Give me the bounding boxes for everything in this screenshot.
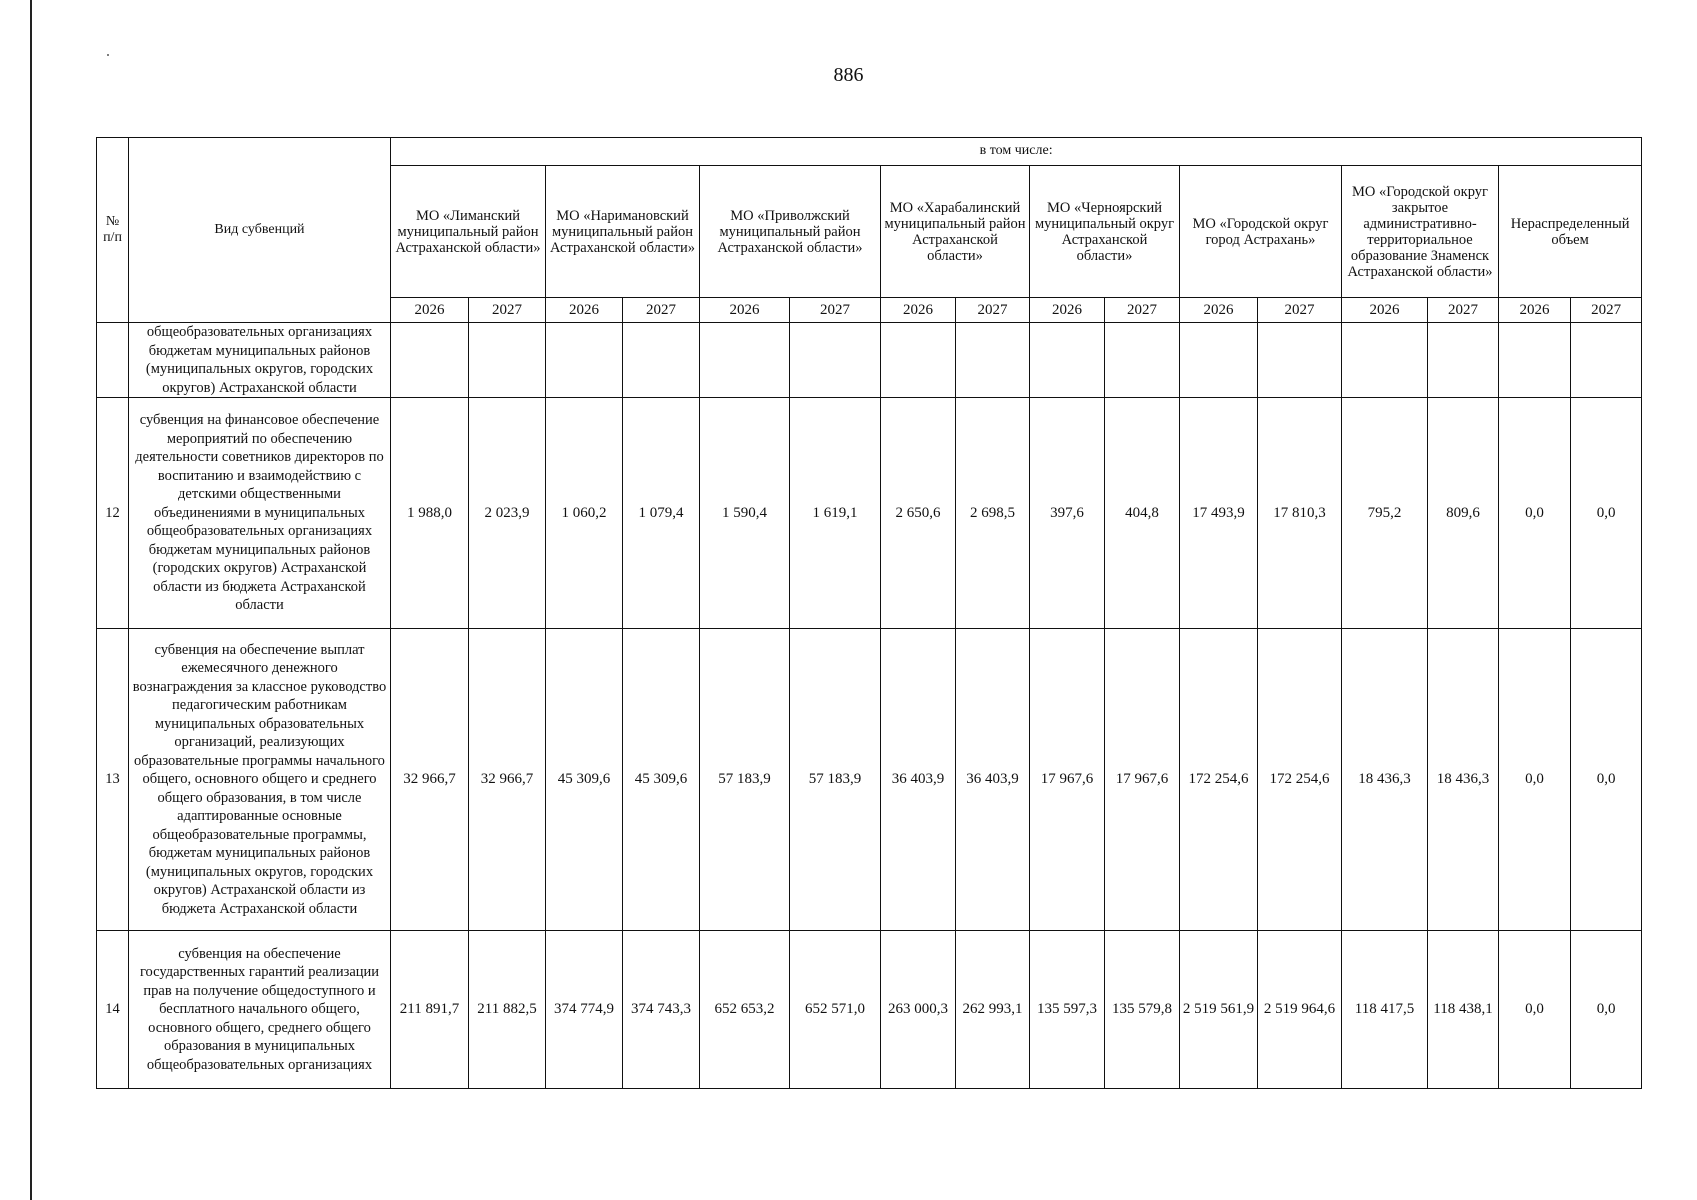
value-cell: [881, 323, 956, 398]
header-mo-limansky: МО «Лиманский муниципальный район Астраханской области»: [391, 166, 546, 298]
value-cell: 1 060,2: [546, 398, 623, 629]
scan-speck: [107, 54, 109, 56]
header-year: 2026: [881, 298, 956, 323]
header-mo-znamensk: МО «Городской округ закрытое административно-территориальное образование Знаменск Астраханской области»: [1342, 166, 1499, 298]
left-margin-rule: [30, 0, 32, 1200]
subvention-table: [96, 137, 1642, 1089]
header-year: 2026: [700, 298, 790, 323]
value-cell: [469, 323, 546, 398]
value-cell: [1342, 323, 1428, 398]
header-mo-narimanovsky: МО «Наримановский муниципальный район Астраханской области»: [546, 166, 700, 298]
value-cell: 17 967,6: [1105, 629, 1180, 931]
value-cell: 36 403,9: [956, 629, 1030, 931]
value-cell: 32 966,7: [469, 629, 546, 931]
value-cell: 57 183,9: [700, 629, 790, 931]
header-subvention-type: Вид субвенций: [129, 138, 391, 323]
value-cell: 652 571,0: [790, 931, 881, 1089]
row-number: [97, 323, 129, 398]
value-cell: 32 966,7: [391, 629, 469, 931]
header-year: 2027: [1258, 298, 1342, 323]
value-cell: [1571, 323, 1642, 398]
value-cell: [546, 323, 623, 398]
value-cell: 374 743,3: [623, 931, 700, 1089]
value-cell: [1499, 323, 1571, 398]
table-body: [97, 323, 1642, 1089]
value-cell: 1 590,4: [700, 398, 790, 629]
header-num: № п/п: [97, 138, 129, 323]
value-cell: 118 438,1: [1428, 931, 1499, 1089]
value-cell: 2 519 964,6: [1258, 931, 1342, 1089]
value-cell: 1 079,4: [623, 398, 700, 629]
table-row: [97, 629, 1642, 931]
value-cell: 1 988,0: [391, 398, 469, 629]
value-cell: 0,0: [1571, 398, 1642, 629]
value-cell: [1258, 323, 1342, 398]
value-cell: [623, 323, 700, 398]
header-year: 2026: [1030, 298, 1105, 323]
value-cell: 118 417,5: [1342, 931, 1428, 1089]
value-cell: 262 993,1: [956, 931, 1030, 1089]
value-cell: 18 436,3: [1428, 629, 1499, 931]
value-cell: 17 493,9: [1180, 398, 1258, 629]
value-cell: 135 597,3: [1030, 931, 1105, 1089]
value-cell: 397,6: [1030, 398, 1105, 629]
value-cell: 0,0: [1571, 629, 1642, 931]
value-cell: 211 891,7: [391, 931, 469, 1089]
header-year: 2027: [623, 298, 700, 323]
header-year: 2026: [1180, 298, 1258, 323]
value-cell: [1428, 323, 1499, 398]
value-cell: [391, 323, 469, 398]
value-cell: 1 619,1: [790, 398, 881, 629]
value-cell: 57 183,9: [790, 629, 881, 931]
header-year: 2027: [469, 298, 546, 323]
value-cell: 652 653,2: [700, 931, 790, 1089]
table-row: [97, 931, 1642, 1089]
value-cell: [1105, 323, 1180, 398]
header-year: 2027: [1571, 298, 1642, 323]
value-cell: 17 967,6: [1030, 629, 1105, 931]
value-cell: 172 254,6: [1180, 629, 1258, 931]
header-year: 2026: [1342, 298, 1428, 323]
value-cell: 0,0: [1499, 629, 1571, 931]
value-cell: [700, 323, 790, 398]
value-cell: [956, 323, 1030, 398]
header-mo-kharabalinsky: МО «Харабалинский муниципальный район Астраханской области»: [881, 166, 1030, 298]
value-cell: 135 579,8: [1105, 931, 1180, 1089]
header-year: 2026: [391, 298, 469, 323]
header-year: 2026: [1499, 298, 1571, 323]
header-mo-privolzhsky: МО «Приволжский муниципальный район Астраханской области»: [700, 166, 881, 298]
value-cell: 2 650,6: [881, 398, 956, 629]
value-cell: 45 309,6: [623, 629, 700, 931]
header-year: 2027: [1105, 298, 1180, 323]
value-cell: 2 698,5: [956, 398, 1030, 629]
header-year: 2027: [956, 298, 1030, 323]
value-cell: 795,2: [1342, 398, 1428, 629]
value-cell: 45 309,6: [546, 629, 623, 931]
value-cell: 172 254,6: [1258, 629, 1342, 931]
value-cell: 36 403,9: [881, 629, 956, 931]
row-description: субвенция на обеспечение выплат ежемесячного денежного вознаграждения за классное руководство педагогическим работникам муниципальных образовательных организаций, реализующих образовательные программы начального общего, основного общего и среднего общего образования, в том числе адаптированные основные общеобразовательные программы, бюджетам муниципальных районов (муниципальных округов, городских округов) Астраханской области из бюджета Астраханской области: [129, 629, 391, 931]
row-number: 13: [97, 629, 129, 931]
value-cell: 17 810,3: [1258, 398, 1342, 629]
value-cell: 2 519 561,9: [1180, 931, 1258, 1089]
header-including: в том числе:: [391, 138, 1642, 166]
page-number: 886: [833, 64, 864, 86]
value-cell: 263 000,3: [881, 931, 956, 1089]
value-cell: [790, 323, 881, 398]
header-mo-astrakhan: МО «Городской округ город Астрахань»: [1180, 166, 1342, 298]
row-description: субвенция на обеспечение государственных гарантий реализации прав на получение общедоступного и бесплатного начального общего, основного общего, среднего общего образования в муниципальных общеобразовательных организациях: [129, 931, 391, 1089]
row-description: субвенция на финансовое обеспечение мероприятий по обеспечению деятельности советников директоров по воспитанию и взаимодействию с детскими общественными объединениями в муниципальных общеобразовательных организациях бюджетам муниципальных районов (городских округов) Астраханской области из бюджета Астраханской области: [129, 398, 391, 629]
header-year: 2027: [790, 298, 881, 323]
value-cell: 211 882,5: [469, 931, 546, 1089]
header-mo-chernoyarsky: МО «Черноярский муниципальный округ Астраханской области»: [1030, 166, 1180, 298]
row-number: 12: [97, 398, 129, 629]
table-row: [97, 398, 1642, 629]
value-cell: 374 774,9: [546, 931, 623, 1089]
row-description: общеобразовательных организациях бюджетам муниципальных районов (муниципальных округов, городских округов) Астраханской области: [129, 323, 391, 398]
header-year: 2027: [1428, 298, 1499, 323]
table-row: [97, 323, 1642, 398]
value-cell: 2 023,9: [469, 398, 546, 629]
value-cell: 0,0: [1571, 931, 1642, 1089]
value-cell: 0,0: [1499, 931, 1571, 1089]
table-header: [97, 138, 1642, 323]
value-cell: [1180, 323, 1258, 398]
value-cell: 18 436,3: [1342, 629, 1428, 931]
header-unallocated: Нераспределенный объем: [1499, 166, 1642, 298]
row-number: 14: [97, 931, 129, 1089]
value-cell: 809,6: [1428, 398, 1499, 629]
value-cell: [1030, 323, 1105, 398]
header-year: 2026: [546, 298, 623, 323]
value-cell: 0,0: [1499, 398, 1571, 629]
value-cell: 404,8: [1105, 398, 1180, 629]
